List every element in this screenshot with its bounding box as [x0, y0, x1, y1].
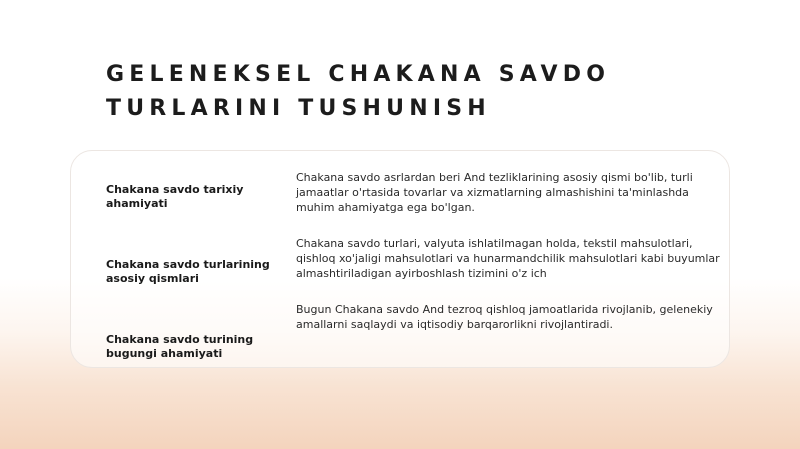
- topic-label-historical: Chakana savdo tarixiy ahamiyati: [106, 183, 244, 210]
- topic-description-historical: Chakana savdo asrlardan beri And tezliklarining asosiy qismi bo'lib, turli jamaatlar o'rtasida tovarlar va xizmatlarning almashishini ta'minlashda muhim ahamiyatga ega bo'lgan.: [296, 171, 693, 214]
- slide-title: GELENEKSEL CHAKANA SAVDO TURLARINI TUSHUNISH: [106, 62, 611, 121]
- topic-description-today: Bugun Chakana savdo And tezroq qishloq jamoatlarida rivojlanib, gelenekiy amallarni saqlaydi va iqtisodiy barqarorlikni rivojlantiradi.: [296, 303, 713, 331]
- topic-description-components: Chakana savdo turlari, valyuta ishlatilmagan holda, tekstil mahsulotlari, qishloq xo'jaligi mahsulotlari va hunarmandchilik mahsulotlari kabi buyumlar almashtiriladigan ayirboshlash tizimini o'z ich: [296, 237, 720, 280]
- topic-label-today: Chakana savdo turining bugungi ahamiyati: [106, 333, 254, 360]
- topic-label-components: Chakana savdo turlarining asosiy qismlari: [106, 258, 270, 285]
